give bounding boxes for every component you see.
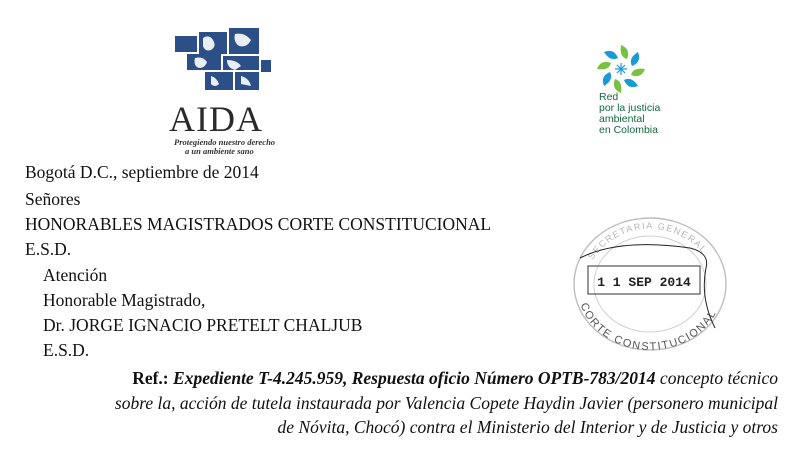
reference-line-3: de Nóvita, Chocó) contra el Ministerio del Interior y de Justicia y otros [277,417,778,437]
aida-logo [165,28,285,154]
red-logo-line4: en Colombia [599,124,658,136]
reference-label: Ref.: [132,368,169,388]
aida-map-emblem [165,28,285,100]
aida-tagline-line2: a un ambiente sano [185,146,254,156]
reference-title: Expediente T-4.245.959, Respuesta oficio Número OPTB-783/2014 [173,368,656,388]
stamp-bottom-text: CORTE CONSTITUCIONAL [577,301,720,354]
received-stamp [560,208,740,358]
reference-line-2: sobre la, acción de tutela instaurada por Valencia Copete Haydin Javier (personero municipal [114,393,778,413]
honorific: Honorable Magistrado, [43,290,206,310]
reference-line1-rest: concepto técnico [655,368,778,388]
esd-line-1: E.S.D. [25,239,72,259]
red-logo-line3: ambiental [599,113,645,125]
svg-text:SECRETARIA GENERAL [586,221,709,261]
recipient: HONORABLES MAGISTRADOS CORTE CONSTITUCIONAL [25,214,492,234]
aida-wordmark: AIDA [169,99,263,139]
red-justicia-logo [590,42,700,142]
magistrate-name: Dr. JORGE IGNACIO PRETELT CHALJUB [43,315,363,335]
aida-tagline-line1: Protegiendo nuestro derecho [174,137,276,147]
stamp-top-text: SECRETARIA GENERAL [585,220,710,262]
attention: Atención [43,265,108,285]
red-logo-line1: Red [599,91,619,103]
salutation: Señores [25,189,81,209]
esd-line-2: E.S.D. [43,340,90,360]
reference-line-1 [132,366,778,390]
stamp-seal [560,208,740,358]
red-logo-line2: por la justicia [599,102,661,114]
stamp-date: 1 1 SEP 2014 [597,275,691,290]
red-flower-icon [593,42,653,98]
place-date: Bogotá D.C., septiembre de 2014 [25,162,259,182]
